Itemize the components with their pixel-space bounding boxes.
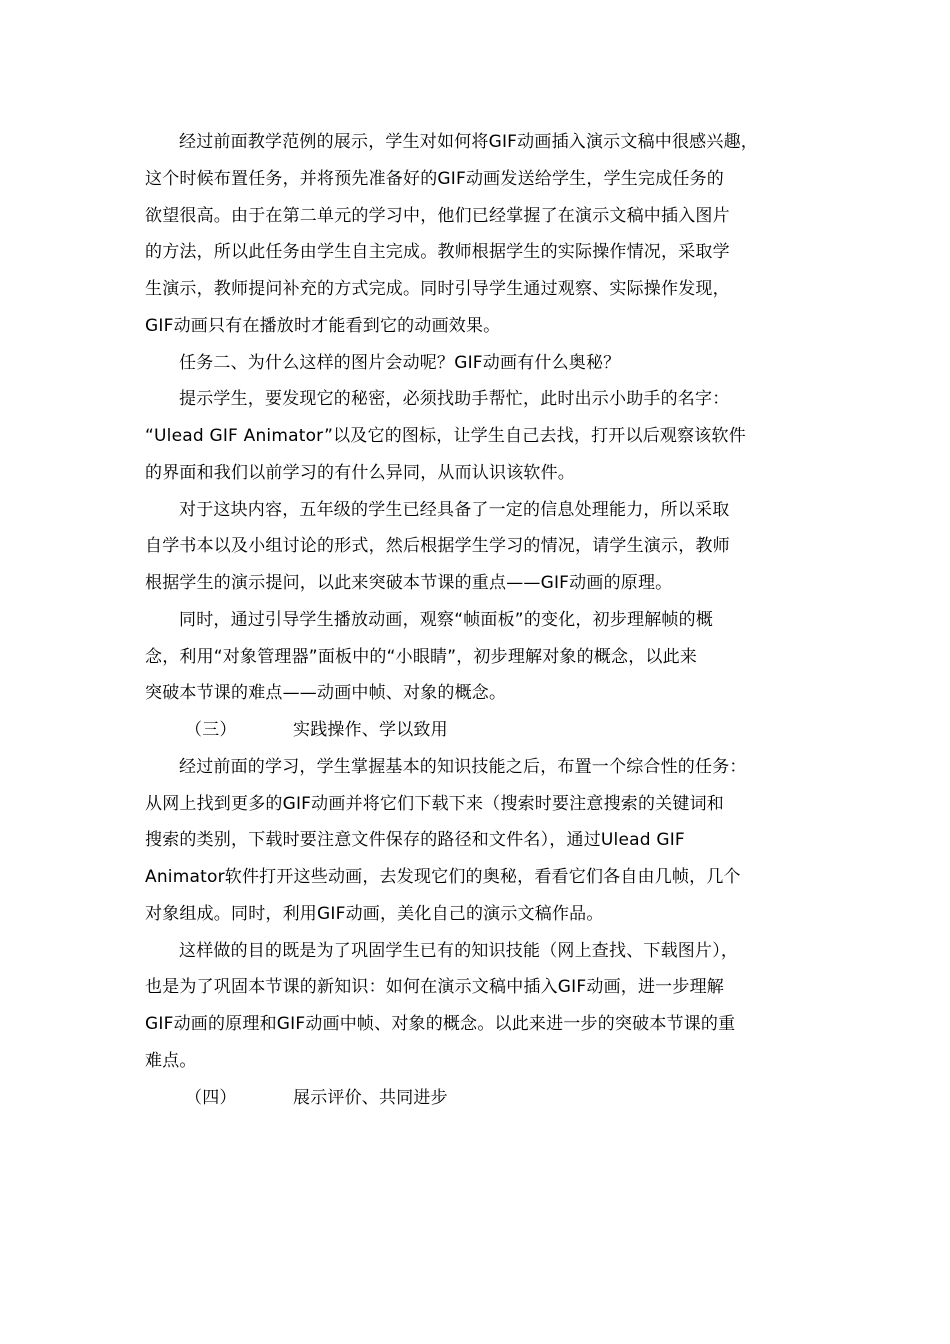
paragraph-line: 念，利用“对象管理器”面板中的“小眼睛”，初步理解对象的概念，以此来 <box>145 646 698 667</box>
paragraph-line: 难点。 <box>145 1050 197 1071</box>
section-heading-4 <box>145 1080 815 1117</box>
paragraph-line: 根据学生的演示提问，以此来突破本节课的重点——GIF动画的原理。 <box>145 573 673 593</box>
paragraph-line: 对象组成。同时，利用GIF动画，美化自己的演示文稿作品。 <box>145 903 604 924</box>
paragraph-line: “Ulead GIF Animator”以及它的图标，让学生自己去找，打开以后观察该软件 <box>145 426 746 446</box>
section-number: （四） <box>185 1087 237 1108</box>
paragraph-line: 生演示，教师提问补充的方式完成。同时引导学生通过观察、实际操作发现， <box>145 279 730 299</box>
paragraph-line: 对于这块内容，五年级的学生已经具备了一定的信息处理能力，所以采取 <box>179 499 730 520</box>
paragraph-line: 自学书本以及小组讨论的形式，然后根据学生学习的情况，请学生演示，教师 <box>145 536 730 557</box>
paragraph-line: 搜索的类别，下载时要注意文件保存的路径和文件名），通过Ulead GIF <box>145 830 685 851</box>
paragraph-line: 突破本节课的难点——动画中帧、对象的概念。 <box>145 683 507 704</box>
section-title: 展示评价、共同进步 <box>293 1087 448 1108</box>
section-heading-3 <box>145 712 815 749</box>
paragraph-line: 同时，通过引导学生播放动画，观察“帧面板”的变化，初步理解帧的概 <box>179 609 714 630</box>
paragraph-line: Animator软件打开这些动画，去发现它们的奥秘，看看它们各自由几帧，几个 <box>145 867 741 887</box>
paragraph-line: 的界面和我们以前学习的有什么异同，从而认识该软件。 <box>145 462 575 483</box>
paragraph-line: 欲望很高。由于在第二单元的学习中，他们已经掌握了在演示文稿中插入图片 <box>145 205 730 226</box>
paragraph-line: 这样做的目的既是为了巩固学生已有的知识技能（网上查找、下载图片）， <box>179 940 739 961</box>
document-body <box>145 124 815 1116</box>
paragraph-line: 也是为了巩固本节课的新知识：如何在演示文稿中插入GIF动画，进一步理解 <box>145 977 724 998</box>
task-two-line: 任务二、为什么这样的图片会动呢？GIF动画有什么奥秘？ <box>179 352 621 373</box>
paragraph-line: 提示学生，要发现它的秘密，必须找助手帮忙，此时出示小助手的名字： <box>179 389 730 410</box>
paragraph-line: GIF动画的原理和GIF动画中帧、对象的概念。以此来进一步的突破本节课的重 <box>145 1014 736 1034</box>
paragraph-line: 经过前面教学范例的展示，学生对如何将GIF动画插入演示文稿中很感兴趣， <box>179 132 758 152</box>
paragraph-line: 这个时候布置任务，并将预先准备好的GIF动画发送给学生，学生完成任务的 <box>145 168 724 189</box>
paragraph-line: 经过前面的学习，学生掌握基本的知识技能之后，布置一个综合性的任务： <box>179 756 747 777</box>
paragraph-line: 的方法，所以此任务由学生自主完成。教师根据学生的实际操作情况，采取学 <box>145 242 730 263</box>
section-title: 实践操作、学以致用 <box>293 720 448 740</box>
paragraph-line: GIF动画只有在播放时才能看到它的动画效果。 <box>145 315 501 336</box>
section-number: （三） <box>185 720 237 740</box>
paragraph-line: 从网上找到更多的GIF动画并将它们下载下来（搜索时要注意搜索的关键词和 <box>145 793 724 814</box>
